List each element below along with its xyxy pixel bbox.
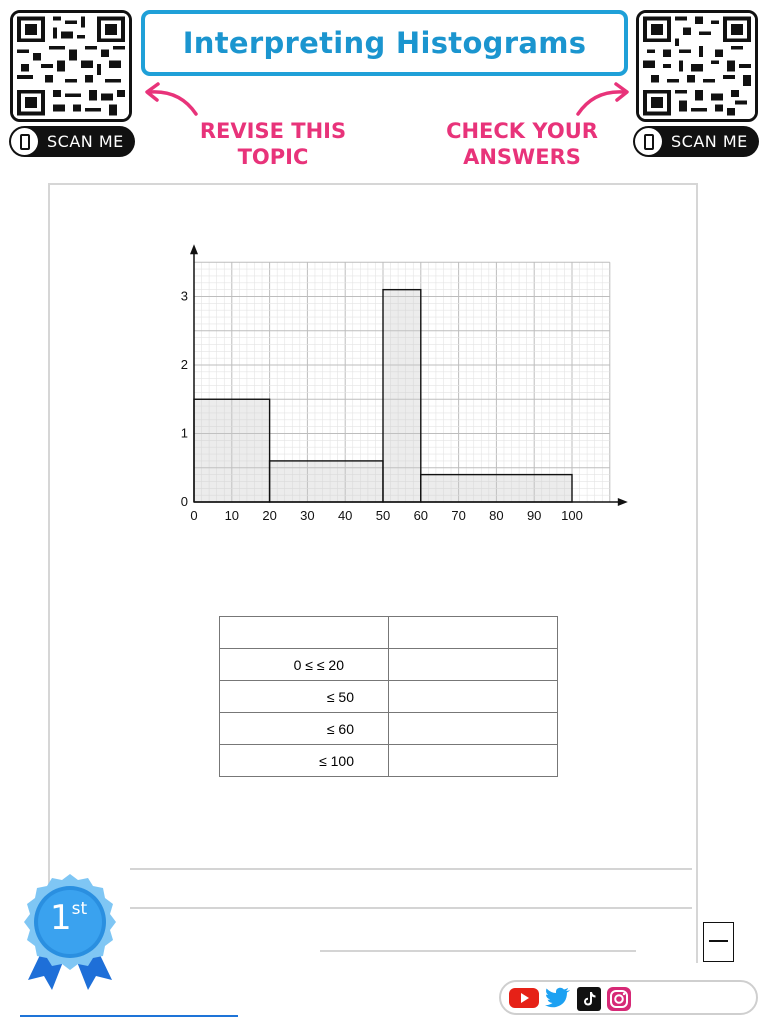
page-title: Interpreting Histograms [182,26,587,60]
answer-line[interactable] [130,868,692,870]
class-interval-cell: ≤ 50 [220,681,389,713]
histogram-chart [160,230,640,530]
histogram-bar [194,399,270,502]
curved-arrow-right-icon [574,82,634,118]
table-header-cell [220,617,389,649]
y-axis-arrow-icon [190,244,198,254]
x-axis-arrow-icon [618,498,628,506]
table-header-row [220,617,558,649]
y-tick-label: 0 [180,494,188,509]
badge-suffix: st [71,899,88,919]
badge-number: 1 [50,898,72,938]
x-tick-label: 100 [561,508,583,523]
x-tick-label: 20 [262,508,277,523]
y-tick-label: 2 [180,357,188,372]
scan-me-label: SCAN ME [47,132,124,151]
curved-arrow-left-icon [140,82,200,118]
scan-me-button-left[interactable] [9,126,135,157]
qr-code-answers[interactable] [636,10,758,122]
instagram-icon[interactable] [607,987,631,1011]
table-row [220,713,558,745]
revise-topic-hint [188,118,358,170]
twitter-icon[interactable] [545,987,571,1009]
x-tick-label: 70 [451,508,466,523]
x-tick-label: 30 [300,508,315,523]
x-tick-label: 50 [375,508,391,523]
marks-box [703,922,734,962]
phone-icon [635,128,662,155]
check-answers-hint [432,118,612,170]
y-tick-label: 1 [180,425,188,441]
frequency-answer-cell[interactable] [389,713,558,745]
x-tick-label: 60 [413,508,429,523]
phone-icon [11,128,38,155]
qr-code-icon [13,13,129,119]
x-tick-label: 10 [224,508,240,523]
answer-line[interactable] [320,950,636,952]
frequency-answer-cell[interactable] [389,681,558,713]
scan-me-button-right[interactable] [633,126,759,157]
class-interval-cell: ≤ 60 [220,713,389,745]
frequency-answer-cell[interactable] [389,745,558,777]
frequency-table [219,616,558,777]
scan-me-label: SCAN ME [671,132,748,151]
youtube-icon[interactable] [509,987,539,1009]
answer-line[interactable] [130,907,692,909]
title-banner [141,10,628,76]
revise-hint-line2: TOPIC [237,145,309,169]
x-tick-label: 0 [190,508,198,523]
y-tick-label: 3 [180,288,188,304]
check-hint-line1: CHECK YOUR [446,119,598,143]
x-tick-label: 80 [489,508,504,523]
qr-code-icon [639,13,755,119]
x-tick-label: 40 [337,508,353,523]
table-row [220,649,558,681]
marks-dash [709,940,728,942]
histogram-bar [421,475,572,502]
tiktok-icon[interactable] [577,987,601,1011]
revise-hint-line1: REVISE THIS [199,119,347,143]
histogram-bar [383,290,421,502]
qr-code-revise[interactable] [10,10,132,122]
histogram-bar [270,461,383,502]
frequency-answer-cell[interactable] [389,649,558,681]
class-interval-cell: ≤ 100 [220,745,389,777]
footer-link-line[interactable] [20,1015,238,1017]
x-tick-label: 90 [526,508,542,523]
badge-label [50,898,87,938]
table-header-cell [389,617,558,649]
social-links-bar [499,980,758,1015]
check-hint-line2: ANSWERS [463,145,581,169]
table-row [220,681,558,713]
table-row [220,745,558,777]
class-interval-cell: 0 ≤ ≤ 20 [220,649,389,681]
